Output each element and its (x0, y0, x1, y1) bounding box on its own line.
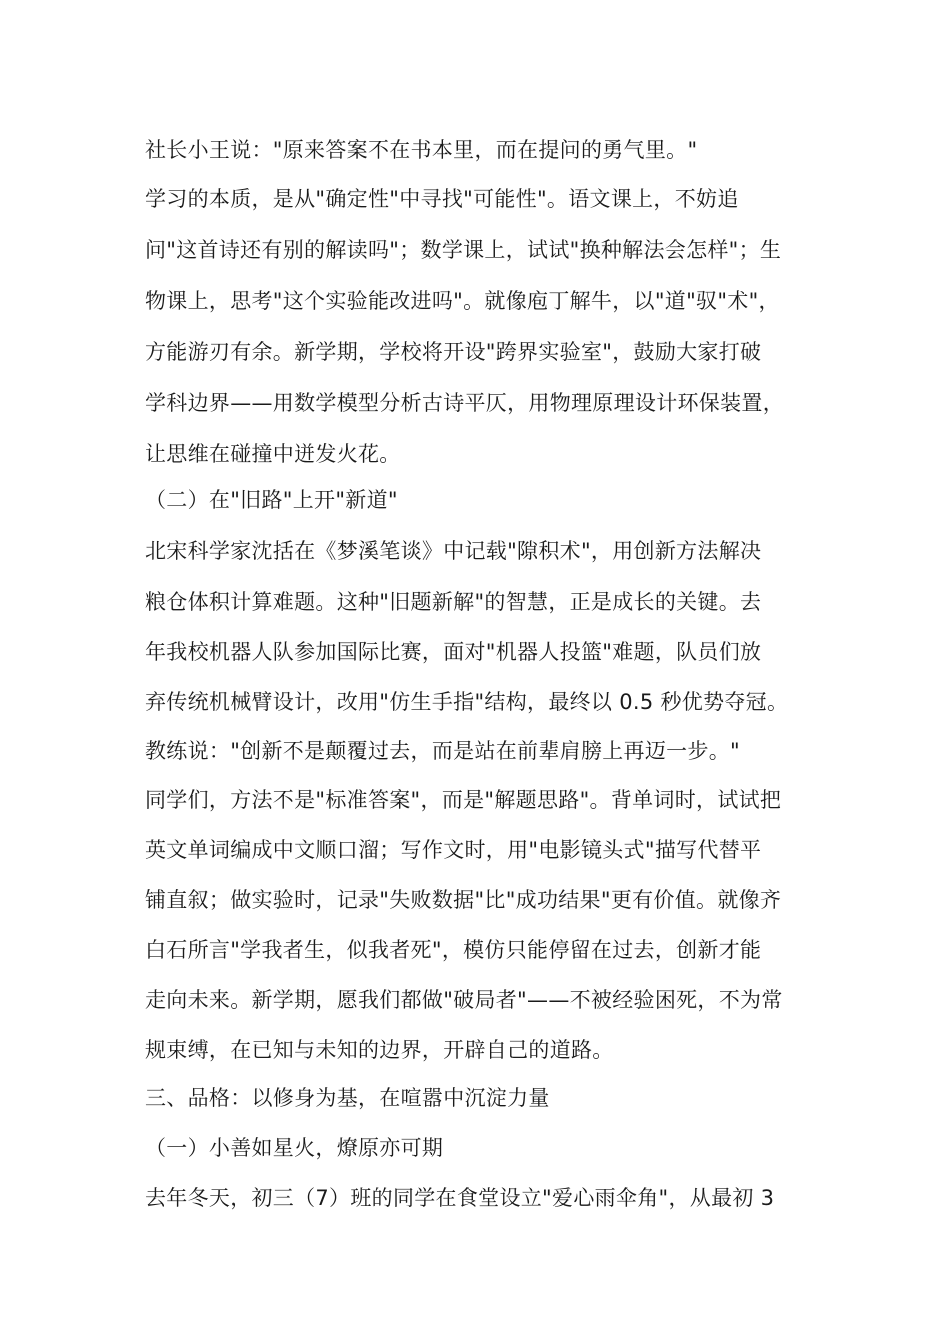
text-line: 学习的本质，是从"确定性"中寻找"可能性"。语文课上，不妨追 (145, 187, 739, 211)
text-line: 去年冬天，初三（7）班的同学在食堂设立"爱心雨伞角"，从最初 3 (145, 1186, 775, 1210)
text-line: 走向未来。新学期，愿我们都做"破局者"——不被经验困死，不为常 (145, 988, 783, 1012)
text-line: 粮仓体积计算难题。这种"旧题新解"的智慧，正是成长的关键。去 (145, 590, 762, 614)
text-line: 英文单词编成中文顺口溜；写作文时，用"电影镜头式"描写代替平 (145, 838, 762, 862)
text-line: 学科边界——用数学模型分析古诗平仄，用物理原理设计环保装置， (145, 391, 784, 415)
subsection-heading: （一）小善如星火，燎原亦可期 (145, 1136, 444, 1160)
text-line: 铺直叙；做实验时，记录"失败数据"比"成功结果"更有价值。就像齐 (145, 888, 782, 912)
text-line: 同学们，方法不是"标准答案"，而是"解题思路"。背单词时，试试把 (145, 788, 782, 812)
text-line: 问"这首诗还有别的解读吗"；数学课上，试试"换种解法会怎样"；生 (145, 238, 782, 262)
text-line: 弃传统机械臂设计，改用"仿生手指"结构，最终以 0.5 秒优势夺冠。 (145, 690, 789, 714)
text-line: 社长小王说："原来答案不在书本里，而在提问的勇气里。" (145, 138, 698, 162)
text-line: 教练说："创新不是颠覆过去，而是站在前辈肩膀上再迈一步。" (145, 739, 741, 763)
text-line: 方能游刃有余。新学期，学校将开设"跨界实验室"，鼓励大家打破 (145, 340, 762, 364)
text-line: 年我校机器人队参加国际比赛，面对"机器人投篮"难题，队员们放 (145, 640, 762, 664)
section-heading: （二）在"旧路"上开"新道" (145, 488, 398, 512)
text-line: 白石所言"学我者生，似我者死"，模仿只能停留在过去，创新才能 (145, 938, 762, 962)
text-line: 规束缚，在已知与未知的边界，开辟自己的道路。 (145, 1038, 614, 1062)
text-line: 物课上，思考"这个实验能改进吗"。就像庖丁解牛，以"道"驭"术"， (145, 289, 780, 313)
text-line: 北宋科学家沈括在《梦溪笔谈》中记载"隙积术"，用创新方法解决 (145, 539, 762, 563)
section-heading: 三、品格：以修身为基，在喧嚣中沉淀力量 (145, 1086, 550, 1110)
text-line: 让思维在碰撞中迸发火花。 (145, 442, 401, 466)
